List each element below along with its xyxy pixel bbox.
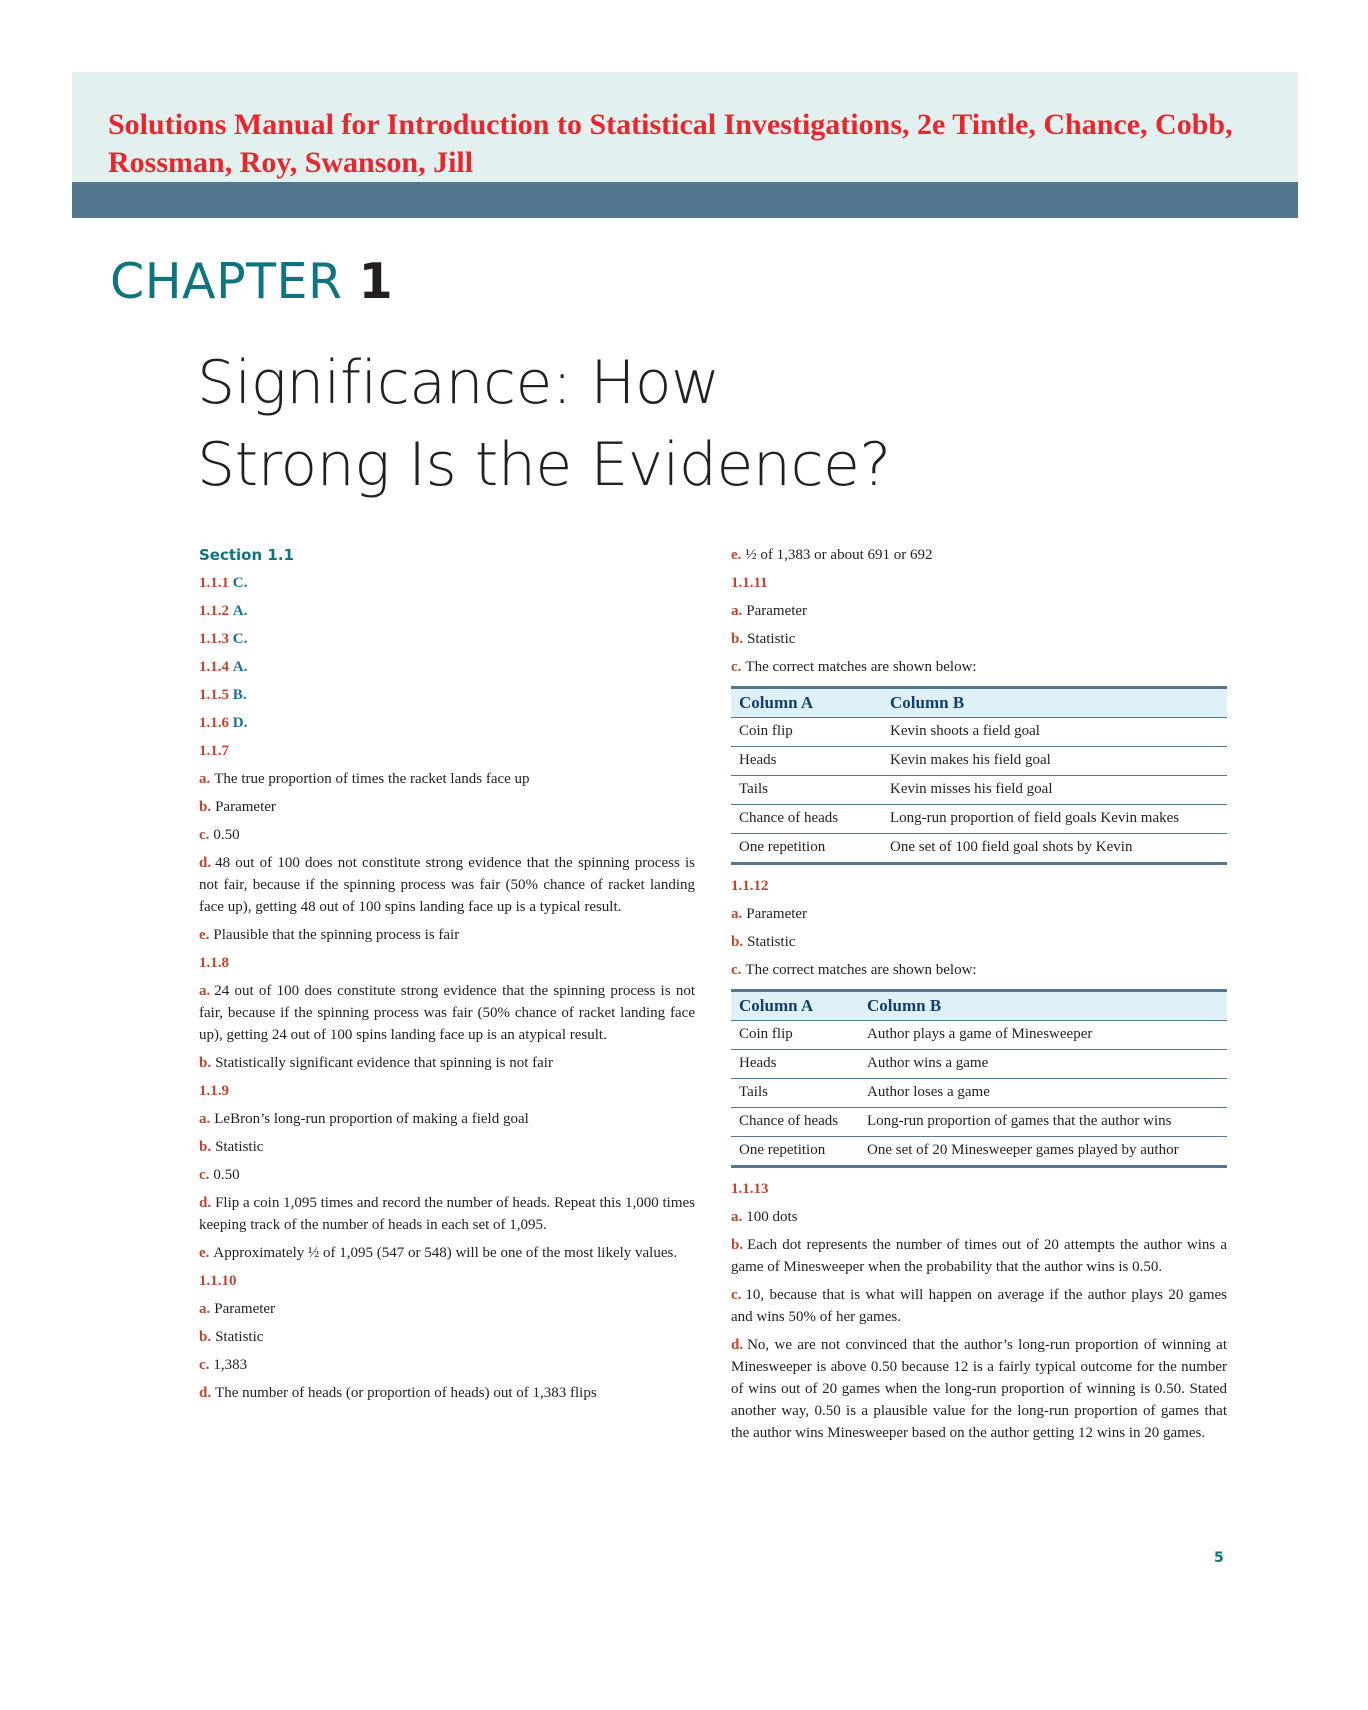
chapter-title-line-1: Significance: How bbox=[197, 348, 720, 418]
answer-text: 0.50 bbox=[213, 827, 240, 843]
part-label: d. bbox=[199, 1385, 212, 1401]
part-label: c. bbox=[199, 1357, 210, 1373]
table-row bbox=[731, 1079, 1227, 1108]
table-cell: One set of 20 Minesweeper games played by author bbox=[867, 1142, 1179, 1158]
answer-text: Statistic bbox=[215, 1139, 264, 1155]
answer-1-1-7-c bbox=[199, 824, 695, 846]
table-cell: Heads bbox=[731, 747, 882, 776]
matches-table-1-1-12 bbox=[731, 989, 1227, 1168]
answer-text: The correct matches are shown below: bbox=[745, 962, 977, 978]
table-row bbox=[731, 1137, 1227, 1167]
table-header-cell: Column B bbox=[882, 688, 1227, 718]
part-label: b. bbox=[731, 631, 744, 647]
chapter-title-line-2: Strong Is the Evidence? bbox=[197, 430, 891, 500]
part-label: c. bbox=[199, 1167, 210, 1183]
answer-text: 48 out of 100 does not constitute strong evidence that the spinning process is not fair, because if the spinning process was fair (50% chance of racket landing face up), getting 48 out of 100 spins landing face up is a typical result. bbox=[199, 855, 695, 915]
table-cell: Tails bbox=[731, 776, 882, 805]
question-number: 1.1.5 bbox=[199, 687, 229, 703]
answer-text: Flip a coin 1,095 times and record the number of heads. Repeat this 1,000 times keeping track of the number of heads in each set of 1,095. bbox=[199, 1195, 695, 1233]
answer-1-1-7-e bbox=[199, 924, 695, 946]
question-1-1-11: 1.1.11 bbox=[731, 575, 768, 591]
table-header-cell: Column A bbox=[731, 991, 859, 1021]
table-row bbox=[731, 805, 1227, 834]
table-cell: Coin flip bbox=[731, 718, 882, 747]
answer-1-1-13-b bbox=[731, 1234, 1227, 1278]
answer-text: Approximately ½ of 1,095 (547 or 548) will be one of the most likely values. bbox=[213, 1245, 678, 1261]
left-column bbox=[199, 544, 695, 1410]
answer-1-1-9-d bbox=[199, 1192, 695, 1236]
question-1-1-9: 1.1.9 bbox=[199, 1083, 229, 1099]
part-label: a. bbox=[199, 1111, 211, 1127]
part-label: c. bbox=[731, 1287, 742, 1303]
table-row bbox=[731, 1021, 1227, 1050]
answer-text: The true proportion of times the racket lands face up bbox=[214, 771, 530, 787]
answer-1-1-10-b bbox=[199, 1326, 695, 1348]
part-label: b. bbox=[199, 799, 212, 815]
table-cell: One set of 100 field goal shots by Kevin bbox=[890, 839, 1133, 855]
answer-1-1-13-a bbox=[731, 1206, 1227, 1228]
part-label: b. bbox=[199, 1329, 212, 1345]
table-cell: Chance of heads bbox=[731, 1108, 859, 1137]
table-cell: Long-run proportion of games that the author wins bbox=[859, 1108, 1227, 1137]
table-cell: Kevin shoots a field goal bbox=[882, 718, 1227, 747]
question-1-1-13: 1.1.13 bbox=[731, 1181, 769, 1197]
answer-text: LeBron’s long-run proportion of making a field goal bbox=[214, 1111, 529, 1127]
answer-1-1-9-b bbox=[199, 1136, 695, 1158]
chapter-label: CHAPTER bbox=[110, 253, 343, 310]
answer-1-1-12-b bbox=[731, 931, 1227, 953]
answer-text: Statistic bbox=[215, 1329, 264, 1345]
answer-choice: D. bbox=[232, 715, 248, 731]
answer-text: Plausible that the spinning process is fair bbox=[213, 927, 460, 943]
right-column bbox=[731, 544, 1227, 1450]
part-label: e. bbox=[199, 1245, 210, 1261]
table-row bbox=[731, 1050, 1227, 1079]
answer-text: Parameter bbox=[746, 906, 808, 922]
table-header-cell: Column A bbox=[731, 688, 882, 718]
answer-1-1-11-b bbox=[731, 628, 1227, 650]
question-1-1-7: 1.1.7 bbox=[199, 743, 229, 759]
part-label: a. bbox=[731, 906, 743, 922]
answer-1-1-7-a bbox=[199, 768, 695, 790]
page-number: 5 bbox=[1214, 1550, 1224, 1566]
answer-1-1-5 bbox=[199, 684, 695, 706]
question-number: 1.1.2 bbox=[199, 603, 229, 619]
answer-1-1-8-b bbox=[199, 1052, 695, 1074]
question-number: 1.1.6 bbox=[199, 715, 229, 731]
answer-1-1-12-c bbox=[731, 959, 1227, 981]
answer-1-1-12-a bbox=[731, 903, 1227, 925]
question-number: 1.1.4 bbox=[199, 659, 229, 675]
part-label: a. bbox=[731, 1209, 743, 1225]
answer-text: 24 out of 100 does constitute strong evidence that the spinning process is not fair, because if the spinning process was fair (50% chance of racket landing face up), getting 24 out of 100 spins landing face up is an atypical result. bbox=[199, 983, 695, 1043]
answer-1-1-2 bbox=[199, 600, 695, 622]
table-cell: Chance of heads bbox=[731, 805, 882, 834]
answer-text: Each dot represents the number of times out of 20 attempts the author wins a game of Minesweeper when the probability that the author wins is 0.50. bbox=[731, 1237, 1227, 1275]
part-label: a. bbox=[731, 603, 743, 619]
table-row bbox=[731, 776, 1227, 805]
question-1-1-12: 1.1.12 bbox=[731, 878, 769, 894]
table-cell: Long-run proportion of field goals Kevin makes bbox=[882, 805, 1227, 834]
answer-text: The number of heads (or proportion of heads) out of 1,383 flips bbox=[215, 1385, 597, 1401]
table-cell: Kevin makes his field goal bbox=[882, 747, 1227, 776]
answer-1-1-9-a bbox=[199, 1108, 695, 1130]
question-1-1-8: 1.1.8 bbox=[199, 955, 229, 971]
table-row bbox=[731, 834, 1227, 864]
chapter-number: 1 bbox=[358, 253, 394, 310]
question-number: 1.1.3 bbox=[199, 631, 229, 647]
table-cell: Tails bbox=[731, 1079, 859, 1108]
answer-1-1-13-c bbox=[731, 1284, 1227, 1328]
answer-text: ½ of 1,383 or about 691 or 692 bbox=[745, 547, 933, 563]
answer-1-1-8-a bbox=[199, 980, 695, 1046]
answer-text: Statistic bbox=[747, 934, 796, 950]
part-label: b. bbox=[199, 1139, 212, 1155]
answer-text: 10, because that is what will happen on average if the author plays 20 games and wins 50% of her games. bbox=[731, 1287, 1227, 1325]
answer-text: Parameter bbox=[214, 1301, 276, 1317]
answer-choice: C. bbox=[232, 631, 248, 647]
answer-1-1-10-d bbox=[199, 1382, 695, 1404]
answer-choice: A. bbox=[232, 659, 248, 675]
answer-text: No, we are not convinced that the author’s long-run proportion of winning at Minesweeper is above 0.50 because 12 is a fairly typical outcome for the number of wins out of 20 games when the long-run proportion of winning is 0.50. Stated another way, 0.50 is a plausible value for the long-run proportion of games that the author wins Minesweeper based on the author getting 12 wins in 20 games. bbox=[731, 1337, 1227, 1441]
table-cell: One repetition bbox=[739, 839, 826, 855]
answer-1-1-11-a bbox=[731, 600, 1227, 622]
table-cell: Author loses a game bbox=[859, 1079, 1227, 1108]
part-label: d. bbox=[199, 855, 212, 871]
table-row bbox=[731, 747, 1227, 776]
table-cell: One repetition bbox=[739, 1142, 826, 1158]
question-number: 1.1.1 bbox=[199, 575, 229, 591]
answer-choice: C. bbox=[232, 575, 248, 591]
table-cell: Author plays a game of Minesweeper bbox=[859, 1021, 1227, 1050]
section-heading: Section 1.1 bbox=[199, 546, 294, 564]
part-label: d. bbox=[199, 1195, 212, 1211]
answer-1-1-7-d bbox=[199, 852, 695, 918]
table-cell: Kevin misses his field goal bbox=[882, 776, 1227, 805]
chapter-title bbox=[197, 342, 891, 506]
part-label: b. bbox=[199, 1055, 212, 1071]
part-label: b. bbox=[731, 934, 744, 950]
part-label: e. bbox=[199, 927, 210, 943]
answer-1-1-11-c bbox=[731, 656, 1227, 678]
answer-1-1-6 bbox=[199, 712, 695, 734]
answer-text: Statistically significant evidence that spinning is not fair bbox=[215, 1055, 553, 1071]
answer-text: Parameter bbox=[746, 603, 808, 619]
header-band bbox=[72, 182, 1298, 218]
answer-1-1-3 bbox=[199, 628, 695, 650]
answer-text: 0.50 bbox=[213, 1167, 240, 1183]
answer-1-1-1 bbox=[199, 572, 695, 594]
answer-text: Statistic bbox=[747, 631, 796, 647]
answer-text: 1,383 bbox=[213, 1357, 248, 1373]
answer-choice: B. bbox=[232, 687, 247, 703]
table-cell: Heads bbox=[731, 1050, 859, 1079]
table-header-row bbox=[731, 688, 1227, 718]
answer-1-1-9-c bbox=[199, 1164, 695, 1186]
answer-text: The correct matches are shown below: bbox=[745, 659, 977, 675]
answer-1-1-10-e bbox=[731, 544, 1227, 566]
part-label: c. bbox=[731, 659, 742, 675]
table-header-cell: Column B bbox=[859, 991, 1227, 1021]
header-banner bbox=[72, 72, 1298, 182]
chapter-heading bbox=[110, 252, 393, 312]
answer-choice: A. bbox=[232, 603, 248, 619]
table-row bbox=[731, 718, 1227, 747]
part-label: e. bbox=[731, 547, 742, 563]
question-1-1-10: 1.1.10 bbox=[199, 1273, 237, 1289]
answer-1-1-13-d bbox=[731, 1334, 1227, 1444]
answer-1-1-10-a bbox=[199, 1298, 695, 1320]
part-label: b. bbox=[731, 1237, 744, 1253]
matches-table-1-1-11 bbox=[731, 686, 1227, 865]
table-cell: Coin flip bbox=[731, 1021, 859, 1050]
part-label: a. bbox=[199, 771, 211, 787]
table-cell: Author wins a game bbox=[859, 1050, 1227, 1079]
answer-1-1-9-e bbox=[199, 1242, 695, 1264]
part-label: a. bbox=[199, 1301, 211, 1317]
part-label: c. bbox=[731, 962, 742, 978]
banner-title: Solutions Manual for Introduction to Statistical Investigations, 2e Tintle, Chance, Cobb, Rossman, Roy, Swanson, Jill bbox=[108, 108, 1233, 179]
part-label: a. bbox=[199, 983, 211, 999]
part-label: c. bbox=[199, 827, 210, 843]
answer-text: 100 dots bbox=[746, 1209, 798, 1225]
part-label: d. bbox=[731, 1337, 744, 1353]
answer-text: Parameter bbox=[215, 799, 276, 815]
answer-1-1-10-c bbox=[199, 1354, 695, 1376]
table-header-row bbox=[731, 991, 1227, 1021]
answer-1-1-7-b bbox=[199, 796, 695, 818]
answer-1-1-4 bbox=[199, 656, 695, 678]
table-row bbox=[731, 1108, 1227, 1137]
